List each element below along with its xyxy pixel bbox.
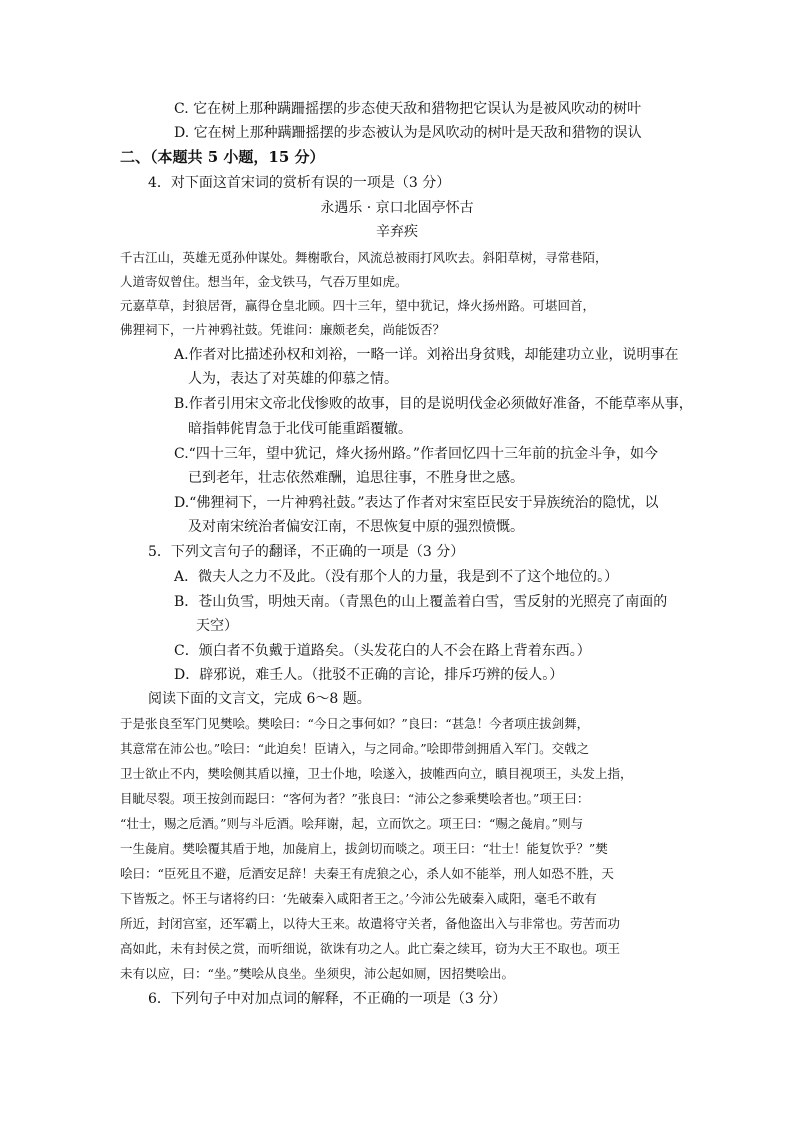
q4-option-c-cont: 已到老年，壮志依然难酬，追思往事，不胜身世之感。 — [188, 470, 524, 486]
passage-line: 哙曰：“臣死且不避，卮酒安足辞！夫秦王有虎狼之心，杀人如不能举，刑人如恐不胜，天 — [120, 866, 614, 881]
q6-stem: 6．下列句子中对加点词的解释，不正确的一项是（3 分） — [148, 991, 507, 1007]
passage-line: 目眦尽裂。项王按剑而跽曰：“客何为者？”张良曰：“沛公之参乘樊哙者也。”项王曰： — [120, 791, 590, 806]
passage-line: 一生彘肩。樊哙覆其盾于地，加彘肩上，拔剑切而啖之。项王曰：“壮士！能复饮乎？”樊 — [120, 841, 608, 856]
q5-option-b-cont: 天空） — [196, 618, 238, 634]
poem-line: 元嘉草草，封狼居胥，赢得仓皇北顾。四十三年，望中犹记，烽火扬州路。可堪回首， — [120, 298, 596, 313]
q4-stem: 4．对下面这首宋词的赏析有误的一项是（3 分） — [148, 175, 451, 191]
poet-name: 辛弃疾 — [376, 224, 418, 240]
q3-option-d: D. 它在树上那种蹒跚摇摆的步态被认为是风吹动的树叶是天敌和猎物的误认 — [174, 125, 642, 141]
q4-option-d-cont: 及对南宋统治者偏安江南，不思恢复中原的强烈愤慨。 — [188, 519, 524, 535]
passage-line: 于是张良至军门见樊哙。樊哙曰：“今日之事何如？”良曰：“甚急！今者项庄拔剑舞， — [120, 716, 590, 731]
q5-option-a: A．微夫人之力不及此。（没有那个人的力量，我是到不了这个地位的。） — [174, 569, 619, 585]
poem-line: 人道寄奴曾住。想当年，金戈铁马，气吞万里如虎。 — [120, 274, 408, 289]
reading-intro: 阅读下面的文言文，完成 6～8 题。 — [148, 691, 371, 707]
passage-line: 所近，封闭宫室，还军霸上，以待大王来。故遣将守关者，备他盗出入与非常也。劳苦而功 — [120, 916, 621, 931]
q4-option-c: C.“四十三年，望中犹记，烽火扬州路。”作者回忆四十三年前的抗金斗争，如今 — [174, 446, 658, 462]
q5-option-c: C．颁白者不负戴于道路矣。（头发花白的人不会在路上背着东西。） — [174, 643, 591, 659]
q3-option-c: C. 它在树上那种蹒跚摇摆的步态使天敌和猎物把它误认为是被风吹动的树叶 — [174, 101, 642, 117]
passage-line: 卫士欲止不内，樊哙侧其盾以撞，卫士仆地，哙遂入，披帷西向立，瞋目视项王，头发上指， — [120, 766, 633, 781]
poem-line: 千古江山，英雄无觅孙仲谋处。舞榭歌台，风流总被雨打风吹去。斜阳草树，寻常巷陌， — [120, 250, 608, 265]
q4-option-b: B.作者引用宋文帝北伐惨败的故事，目的是说明伐金必须做好准备，不能草率从事， — [174, 396, 693, 412]
poem-line: 佛狸祠下，一片神鸦社鼓。凭谁问：廉颇老矣，尚能饭否？ — [120, 322, 446, 337]
passage-line: 未有以应，曰：“坐。”樊哙从良坐。坐须臾，沛公起如厕，因招樊哙出。 — [120, 966, 515, 981]
q4-option-d: D.“佛狸祠下，一片神鸦社鼓。”表达了作者对宋室臣民安于异族统治的隐忧，以 — [174, 495, 659, 511]
passage-line: 高如此，未有封侯之赏，而听细说，欲诛有功之人。此亡秦之续耳，窃为大王不取也。项王 — [120, 941, 621, 956]
q4-option-b-cont: 暗指韩侂胄急于北伐可能重蹈覆辙。 — [188, 421, 412, 437]
q4-option-a-cont: 人为，表达了对英雄的仰慕之情。 — [188, 371, 398, 387]
q5-option-b: B．苍山负雪，明烛天南。（青黑色的山上覆盖着白雪，雪反射的光照亮了南面的 — [174, 594, 668, 610]
q5-option-d: D．辟邪说，难壬人。（批驳不正确的言论，排斥巧辨的佞人。） — [174, 667, 564, 683]
section-heading: 二、（本题共 5 小题，15 分） — [120, 148, 325, 166]
passage-line: 下皆叛之。怀王与诸将约曰：‘先破秦入咸阳者王之。’今沛公先破秦入咸阳，毫毛不敢有 — [120, 891, 597, 906]
q4-option-a: A.作者对比描述孙权和刘裕，一略一详。刘裕出身贫贱，却能建功立业，说明事在 — [174, 347, 679, 363]
passage-line: “壮士，赐之卮酒。”则与斗卮酒。哙拜谢，起，立而饮之。项王曰：“赐之彘肩。”则与 — [120, 816, 584, 831]
passage-line: 其意常在沛公也。”哙曰：“此迫矣！臣请入，与之同命。”哙即带剑拥盾入军门。交戟之 — [120, 741, 590, 756]
q5-stem: 5．下列文言句子的翻译，不正确的一项是（3 分） — [148, 544, 465, 560]
poem-title: 永遇乐 · 京口北固亭怀古 — [320, 200, 474, 216]
